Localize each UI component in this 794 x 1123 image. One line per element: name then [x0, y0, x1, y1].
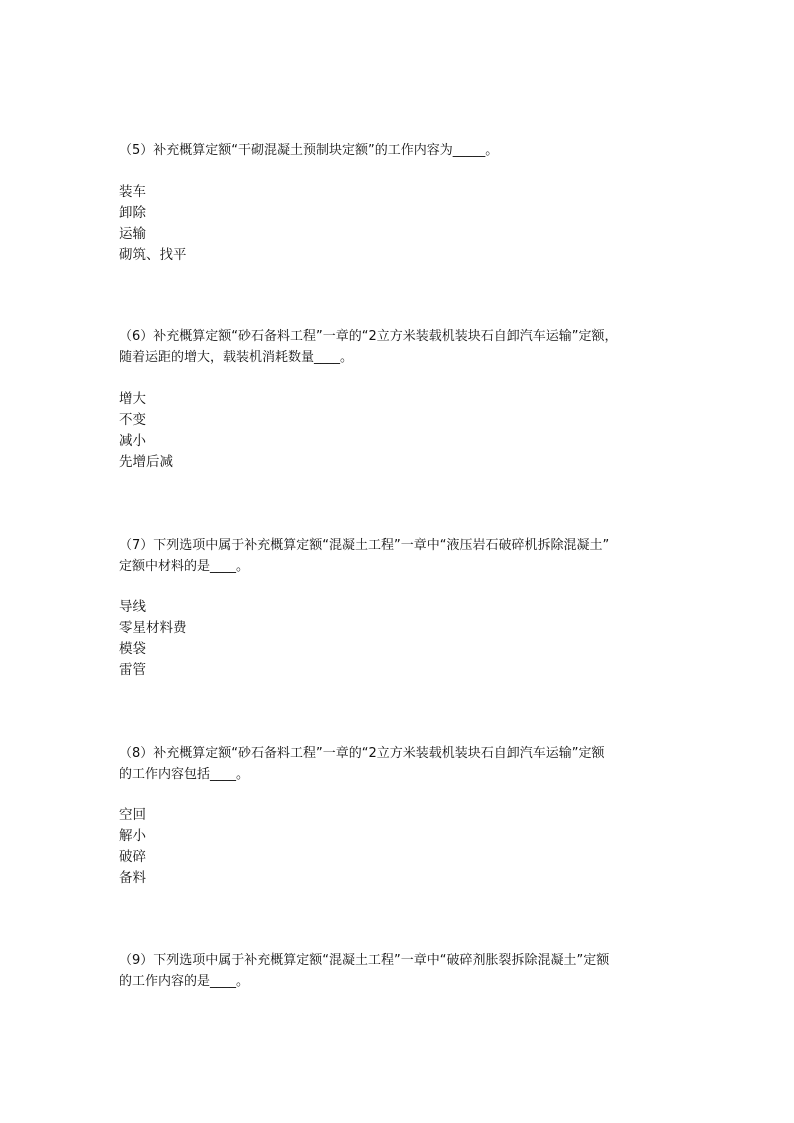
option-item: 解小 [119, 828, 146, 844]
question-7 [119, 535, 699, 681]
option-item: 不变 [119, 412, 146, 428]
option-item: 先增后减 [119, 454, 173, 470]
question-5 [119, 140, 699, 266]
question-text: （7）下列选项中属于补充概算定额“混凝土工程”一章中“液压岩石破碎机拆除混凝土” 定额中材料的是____。 [119, 538, 610, 574]
option-item: 零星材料费 [119, 620, 187, 636]
option-item: 空回 [119, 807, 146, 823]
option-item: 增大 [119, 391, 146, 407]
option-item: 模袋 [119, 641, 146, 657]
option-item: 雷管 [119, 662, 146, 678]
question-text: （5）补充概算定额“干砌混凝土预制块定额”的工作内容为_____。 [119, 143, 499, 158]
option-item: 备料 [119, 870, 146, 886]
question-text: （9）下列选项中属于补充概算定额“混凝土工程”一章中“破碎剂胀裂拆除混凝土”定额 的工作内容的是____。 [119, 953, 610, 989]
question-text: （6）补充概算定额“砂石备料工程”一章的“2立方米装载机装块石自卸汽车运输”定额， 随着运距的增大，载装机消耗数量____。 [119, 329, 618, 365]
option-item: 运输 [119, 226, 146, 242]
question-8 [119, 743, 699, 889]
option-item: 砌筑、找平 [119, 247, 187, 263]
option-item: 装车 [119, 184, 146, 200]
question-text: （8）补充概算定额“砂石备料工程”一章的“2立方米装载机装块石自卸汽车运输”定额 的工作内容包括____。 [119, 746, 605, 782]
question-9 [119, 950, 699, 992]
question-6 [119, 326, 699, 473]
option-list [119, 182, 699, 266]
option-list [119, 597, 699, 681]
option-item: 导线 [119, 599, 146, 615]
option-item: 卸除 [119, 205, 146, 221]
option-list [119, 389, 699, 473]
option-item: 破碎 [119, 849, 146, 865]
option-item: 减小 [119, 433, 146, 449]
option-list [119, 805, 699, 889]
